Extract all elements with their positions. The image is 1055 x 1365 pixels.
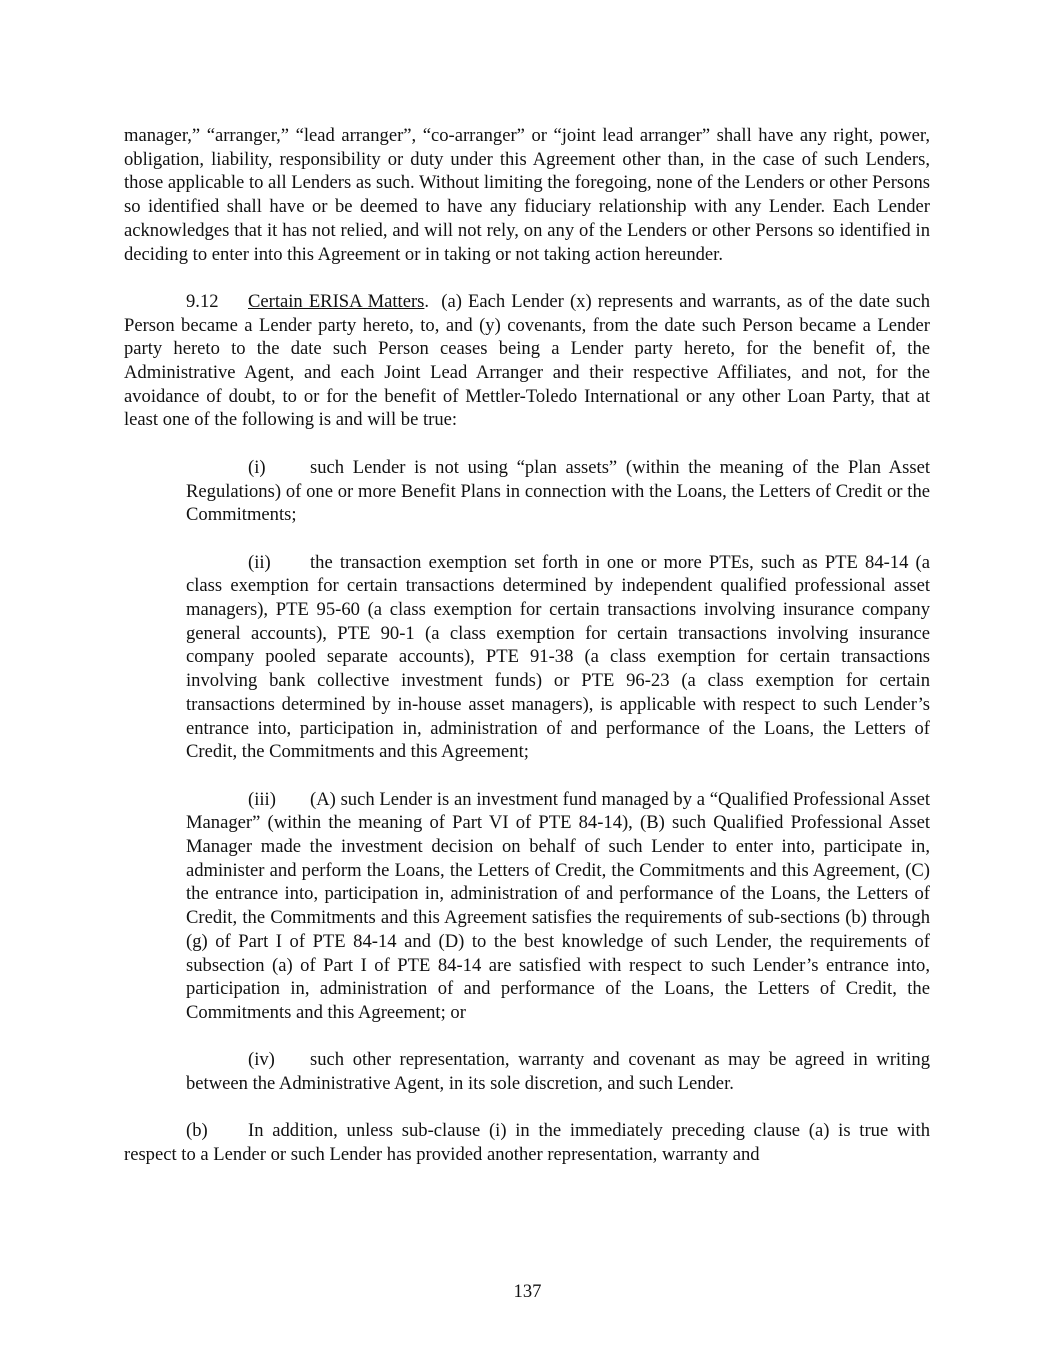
page-number: 137 [513,1281,542,1302]
clause-text: In addition, unless sub-clause (i) in the immediately preceding clause (a) is true with respect to a Lender or such Lender has provided another representation, warranty and [124,1120,930,1166]
clause-iii [186,788,930,1025]
clause-label: (b) [186,1120,208,1142]
document-page [124,124,930,1167]
clause-label: (i) [248,456,266,478]
clause-text: such other representation, warranty and covenant as may be agreed in writing between the Administrative Agent, in its sole discretion, and such Lender. [186,1049,930,1095]
clause-i [186,456,930,527]
section-body: (a) Each Lender (x) represents and warrants, as of the date such Person became a Lender party hereto, to, and (y) covenants, from the date such Person became a Lender party hereto to the date such Person ceases being a Lender party hereto, for the benefit of, the Administrative Agent, and each Joint Lead Arranger and their respective Affiliates, and not, for the avoidance of doubt, to or for the benefit of Mettler-Toledo International or any other Loan Party, that at least one of the following is and will be true: [124,290,930,431]
intro-paragraph: manager,” “arranger,” “lead arranger”, “co-arranger” or “joint lead arranger” shall have any right, power, obligation, liability, responsibility or duty under this Agreement other than, in the case of such Lenders, those applicable to all Lenders as such. Without limiting the foregoing, none of the Lenders or other Persons so identified shall have or be deemed to have any fiduciary relationship with any Lender. Each Lender acknowledges that it has not relied, and will not rely, on any of the Lenders or other Persons so identified in deciding to enter into this Agreement or in taking or not taking action hereunder. [124,125,930,265]
clause-text: (A) such Lender is an investment fund managed by a “Qualified Professional Asset Manager” (within the meaning of Part VI of PTE 84-14), (B) such Qualified Professional Asset Manager made the investment decision on behalf of such Lender to enter into, participate in, administer and perform the Loans, the Letters of Credit, the Commitments and this Agreement, (C) the entrance into, participation in, administration of and performance of the Loans, the Letters of Credit, the Commitments and this Agreement satisfies the requirements of sub-sections (b) through (g) of Part I of PTE 84-14 and (D) to the best knowledge of such Lender, the requirements of subsection (a) of Part I of PTE 84-14 are satisfied with respect to such Lender’s entrance into, participation in, administration of and performance of the Loans, the Letters of Credit, the Commitments and this Agreement; or [186,788,930,1023]
clause-text: the transaction exemption set forth in one or more PTEs, such as PTE 84-14 (a class exemption for certain transactions determined by independent qualified professional asset managers), PTE 95-60 (a class exemption for certain transactions involving insurance company general accounts), PTE 90-1 (a class exemption for certain transactions involving insurance company pooled separate accounts), PTE 91-38 (a class exemption for certain transactions involving bank collective investment funds) or PTE 96-23 (a class exemption for certain transactions determined by in-house asset managers), is applicable with respect to such Lender’s entrance into, participation in, administration of and performance of the Loans, the Letters of Credit, the Commitments and this Agreement; [186,551,930,763]
section-title: Certain ERISA Matters [248,290,425,312]
clause-iv [186,1048,930,1095]
clause-text: such Lender is not using “plan assets” (within the meaning of the Plan Asset Regulations) of one or more Benefit Plans in connection with the Loans, the Letters of Credit or the Commitments; [186,456,930,526]
section-title-suffix: . [424,290,430,312]
clause-label: (iii) [248,788,276,810]
clause-ii [186,551,930,764]
clause-b-paragraph [124,1119,930,1166]
section-9-12-paragraph [124,290,930,432]
clause-label: (ii) [248,551,271,573]
section-number: 9.12 [186,290,219,312]
clause-label: (iv) [248,1049,275,1071]
